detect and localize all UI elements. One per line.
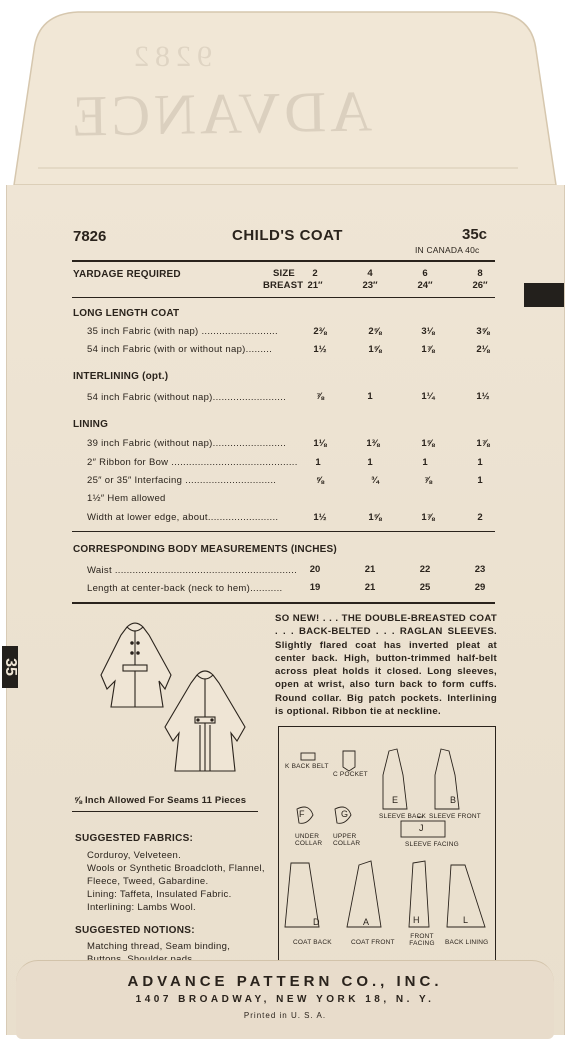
cell: 1 [477, 475, 483, 486]
lining-rule [72, 531, 495, 532]
piece-e-letter: E [392, 795, 399, 805]
cell: 1 [367, 391, 373, 402]
cell: 1⅞ [421, 344, 435, 355]
cell: 1⅛ [313, 438, 327, 449]
cell: 1⅞ [421, 512, 435, 523]
canada-price: IN CANADA 40c [415, 245, 480, 255]
row-label: 25″ or 35″ Interfacing ............................... [87, 475, 277, 486]
cell: 1½ [313, 512, 327, 523]
cell: ⅞ [424, 475, 432, 486]
yardage-rule [72, 297, 495, 298]
coat-illustration [85, 615, 275, 785]
cell: 3⅝ [476, 326, 490, 337]
row-label: Waist .............................................................. [87, 565, 298, 576]
fabrics-line: Lining: Taffeta, Insulated Fabric. [87, 889, 232, 900]
cell: 1 [367, 457, 373, 468]
pattern-description: SO NEW! . . . THE DOUBLE-BREASTED COAT . . . BACK-BELTED . . . RAGLAN SLEEVES. Slightly flared coat has inverted pleat at center back. High, button-trimmed half-belt across pleat holds it closed. Long sleeves, open at wrist, also turn back to form cuffs. Round collar. Big patch pockets. Interlining is optional. Ribbon tie at neckline. [275, 613, 497, 718]
piece-c-label: C POCKET [333, 771, 368, 778]
fabrics-title: SUGGESTED FABRICS: [75, 833, 194, 844]
cell: 25 [419, 582, 431, 593]
coat-back-label: COAT BACK [293, 939, 332, 946]
cell: 2 [477, 512, 483, 523]
fabrics-line: Interlining: Lambs Wool. [87, 902, 196, 913]
publisher-address: 1407 BROADWAY, NEW YORK 18, N. Y. [135, 994, 435, 1005]
cell: 1½ [476, 391, 490, 402]
row-label: 39 inch Fabric (without nap)......................... [87, 438, 287, 449]
row-label: 35 inch Fabric (with nap) .......................... [87, 326, 278, 337]
measurements-rule [72, 602, 495, 604]
header-rule [72, 260, 495, 262]
row-label: 1½″ Hem allowed [87, 493, 166, 504]
pattern-pieces-diagram [278, 726, 496, 962]
upper-collar-label: UPPER COLLAR [333, 833, 361, 847]
cell: 1 [422, 457, 428, 468]
section-interlining: INTERLINING (opt.) [73, 371, 169, 382]
cell: 3⅛ [421, 326, 435, 337]
sleeve-front-label: SLEEVE FRONT [429, 813, 481, 820]
row-label: 54 inch Fabric (without nap)......................... [87, 392, 287, 403]
cell: 1⅞ [476, 438, 490, 449]
yardage-label: YARDAGE REQUIRED [73, 269, 181, 280]
seam-allowance: ⅝ Inch Allowed For Seams 11 Pieces [74, 795, 247, 806]
cell: 29 [474, 582, 486, 593]
row-label: Width at lower edge, about........................ [87, 512, 279, 523]
sleeve-facing-label: SLEEVE FACING [405, 841, 459, 848]
breast-2: 21″ [307, 280, 323, 291]
back-lining-label: BACK LINING [445, 939, 489, 946]
row-label: 54 inch Fabric (with or without nap)......... [87, 344, 273, 355]
cell: 21 [364, 564, 376, 575]
cell: ⅞ [316, 391, 324, 402]
publisher-footer [16, 960, 554, 1039]
cell: 2⅝ [368, 326, 382, 337]
size-6: 6 [422, 268, 428, 279]
piece-l-letter: L [463, 915, 469, 925]
cell: 19 [309, 582, 321, 593]
seam-rule [72, 811, 258, 812]
size-8: 8 [477, 268, 483, 279]
cell: 1⅝ [368, 512, 382, 523]
breast-6: 24″ [417, 280, 433, 291]
breast-8: 26″ [472, 280, 488, 291]
envelope-flap [8, 0, 562, 185]
size-label: SIZE [273, 268, 295, 279]
size-4: 4 [367, 268, 373, 279]
piece-j-letter: J [419, 823, 424, 833]
cell: 2⅛ [476, 344, 490, 355]
piece-b-letter: B [450, 795, 457, 805]
notions-line: Matching thread, Seam binding, [87, 941, 231, 952]
cell: 1 [477, 457, 483, 468]
pattern-title: CHILD'S COAT [232, 227, 343, 244]
piece-g-letter: G [341, 809, 349, 819]
front-facing-label: FRONT FACING [409, 933, 435, 947]
cell: 1¼ [421, 391, 435, 402]
cell: 1⅝ [368, 344, 382, 355]
cell: 21 [364, 582, 376, 593]
size-2: 2 [312, 268, 318, 279]
edge-marker-left: 35 [2, 646, 18, 688]
cell: 1⅝ [421, 438, 435, 449]
cell: 1½ [313, 344, 327, 355]
sleeve-back-label: SLEEVE BACK [379, 813, 426, 820]
piece-f-letter: F [299, 809, 305, 819]
cell: 1 [315, 457, 321, 468]
cell: 1⅜ [366, 438, 380, 449]
cell: ⅝ [316, 475, 324, 486]
under-collar-label: UNDER COLLAR [295, 833, 323, 847]
price: 35c [462, 226, 488, 243]
breast-4: 23″ [362, 280, 378, 291]
cell: 20 [309, 564, 321, 575]
ghost-brand: ADVANCE [67, 78, 373, 149]
coat-front-label: COAT FRONT [351, 939, 395, 946]
cell: 23 [474, 564, 486, 575]
fabrics-line: Wools or Synthetic Broadcloth, Flannel, Fleece, Tweed, Gabardine. [87, 863, 265, 887]
section-long-coat: LONG LENGTH COAT [73, 308, 180, 319]
fabrics-line: Corduroy, Velveteen. [87, 850, 182, 861]
piece-h-letter: H [413, 915, 420, 925]
section-lining: LINING [73, 419, 109, 430]
row-label: 2″ Ribbon for Bow ........................................... [87, 457, 298, 468]
publisher-name: ADVANCE PATTERN CO., INC. [127, 973, 443, 990]
body-measurements-title: CORRESPONDING BODY MEASUREMENTS (INCHES) [73, 544, 337, 555]
cell: 2⅜ [313, 326, 327, 337]
piece-k-label: K BACK BELT [285, 763, 329, 770]
breast-label: BREAST [263, 280, 304, 291]
edge-marker-right [524, 283, 564, 307]
cell: 22 [419, 564, 431, 575]
piece-a-letter: A [363, 917, 370, 927]
piece-d-letter: D [313, 917, 320, 927]
notions-title: SUGGESTED NOTIONS: [75, 925, 195, 936]
row-label: Length at center-back (neck to hem)........... [87, 583, 283, 594]
cell: ¾ [371, 475, 379, 486]
pattern-number: 7826 [73, 228, 107, 245]
printed-in: Printed in U. S. A. [243, 1011, 327, 1020]
ghost-number: 9282 [128, 40, 212, 73]
